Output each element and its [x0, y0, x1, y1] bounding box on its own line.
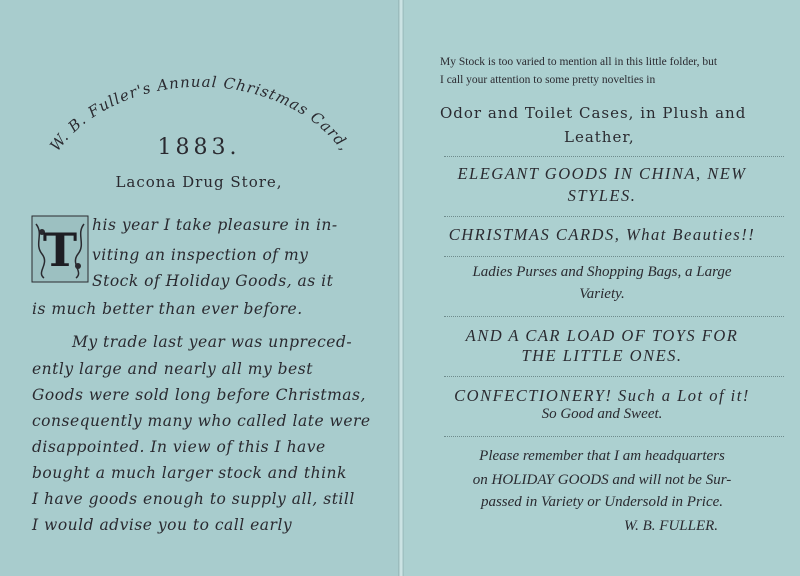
para1-line-4: is much better than ever before. — [32, 300, 303, 318]
elegant-line-1: ELEGANT GOODS IN CHINA, NEW — [457, 164, 747, 183]
separator — [444, 436, 784, 437]
odor-line-2: Leather, — [564, 128, 635, 146]
separator — [444, 256, 784, 257]
para2-line-1: My trade last year was unpreced- — [72, 333, 353, 351]
para1-line-3: Stock of Holiday Goods, as it — [92, 272, 334, 290]
closing-line-2: on HOLIDAY GOODS and will not be Sur- — [472, 472, 732, 488]
toys-line-1: AND A CAR LOAD OF TOYS FOR — [465, 326, 739, 345]
separator — [444, 376, 784, 377]
closing-line-1: Please remember that I am headquarters — [479, 448, 725, 464]
elegant-line-2: STYLES. — [567, 186, 637, 205]
left-panel — [0, 0, 398, 576]
para1-line-2: viting an inspection of my — [92, 246, 309, 264]
separator — [444, 156, 784, 157]
dropcap-letter: T — [42, 223, 78, 277]
cards-line: CHRISTMAS CARDS, What Beauties!! — [448, 225, 756, 244]
closing-line-3: passed in Variety or Undersold in Price. — [480, 494, 724, 510]
purses-line-1: Ladies Purses and Shopping Bags, a Large — [472, 264, 732, 280]
signature: W. B. FULLER. — [624, 518, 719, 534]
para2-line-6: bought a much larger stock and think — [32, 464, 347, 482]
para1-line-1: his year I take pleasure in in- — [92, 216, 338, 234]
confectionery-line-1: CONFECTIONERY! Such a Lot of it! — [454, 386, 750, 405]
para2-line-5: disappointed. In view of this I have — [32, 438, 326, 456]
purses-line-2: Variety. — [579, 286, 625, 302]
intro-line-2: I call your attention to some pretty novelties in — [440, 74, 656, 86]
store-name: Lacona Drug Store, — [115, 173, 283, 191]
year: 1883. — [157, 135, 241, 160]
confectionery-line-2: So Good and Sweet. — [541, 406, 663, 422]
intro-line-1: My Stock is too varied to mention all in this little folder, but — [440, 56, 718, 68]
dropcap-ornament — [30, 214, 90, 284]
separator — [444, 316, 784, 317]
right-panel — [404, 0, 800, 576]
para2-line-3: Goods were sold long before Christmas, — [32, 386, 366, 404]
para2-line-4: consequently many who called late were — [32, 412, 371, 430]
arc-title-text: W. B. Fuller's Annual Christmas Card, — [46, 72, 354, 155]
odor-line-1: Odor and Toilet Cases, in Plush and — [440, 104, 747, 122]
toys-line-2: THE LITTLE ONES. — [521, 346, 683, 365]
para2-line-2: ently large and nearly all my best — [32, 360, 313, 378]
para2-line-8: I would advise you to call early — [32, 516, 293, 534]
separator — [444, 216, 784, 217]
para2-line-7: I have goods enough to supply all, still — [32, 490, 355, 508]
